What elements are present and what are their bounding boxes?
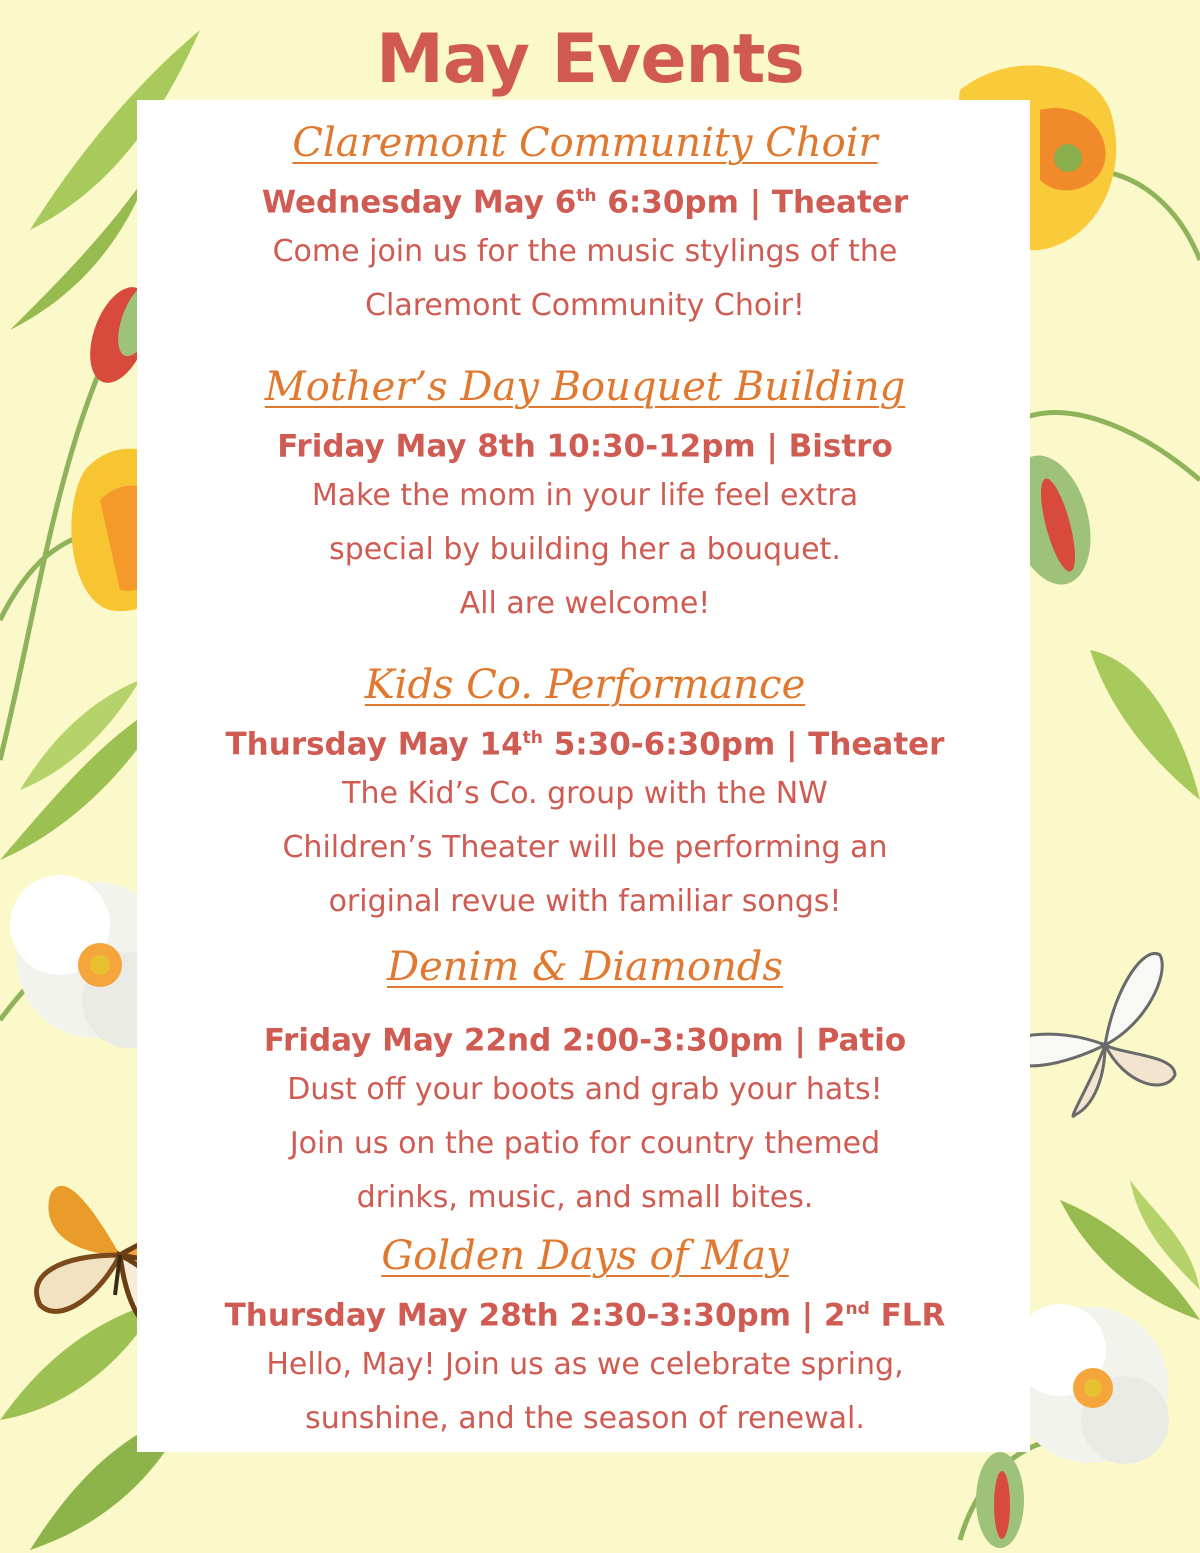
event-denim-diamonds: [150, 937, 1020, 1225]
event-description: Hello, May! Join us as we celebrate spring, sunshine, and the season of renewal.: [266, 1347, 904, 1437]
event-date-time: Thursday May 28th 2:30-3:30pm | 2nd FLR: [224, 1297, 946, 1334]
event-date-time: Thursday May 14th 5:30-6:30pm | Theater: [225, 726, 945, 763]
event-title: Golden Days of May: [381, 1233, 789, 1279]
event-title: Mother’s Day Bouquet Building: [264, 364, 906, 410]
event-title: Claremont Community Choir: [292, 120, 878, 166]
event-date-time: Wednesday May 6th 6:30pm | Theater: [261, 184, 909, 221]
event-date-time: Friday May 22nd 2:00-3:30pm | Patio: [263, 1022, 907, 1059]
event-date-time: Friday May 8th 10:30-12pm | Bistro: [277, 428, 893, 465]
event-description: Come join us for the music stylings of the Claremont Community Choir!: [272, 234, 898, 324]
event-description: Make the mom in your life feel extra special by building her a bouquet. All are welcome!: [311, 478, 859, 622]
event-golden-days-of-may: [150, 1226, 1020, 1446]
event-mothers-day-bouquet: [150, 357, 1020, 631]
event-description: Dust off your boots and grab your hats! Join us on the patio for country themed drinks, music, and small bites.: [287, 1072, 883, 1216]
event-title: Kids Co. Performance: [364, 662, 806, 708]
event-kids-co-performance: [150, 655, 1020, 929]
event-claremont-choir: [150, 113, 1020, 333]
event-description: The Kid’s Co. group with the NW Children’s Theater will be performing an original revue with familiar songs!: [282, 776, 888, 920]
event-title: Denim & Diamonds: [387, 944, 783, 990]
page-title: May Events: [376, 20, 804, 99]
